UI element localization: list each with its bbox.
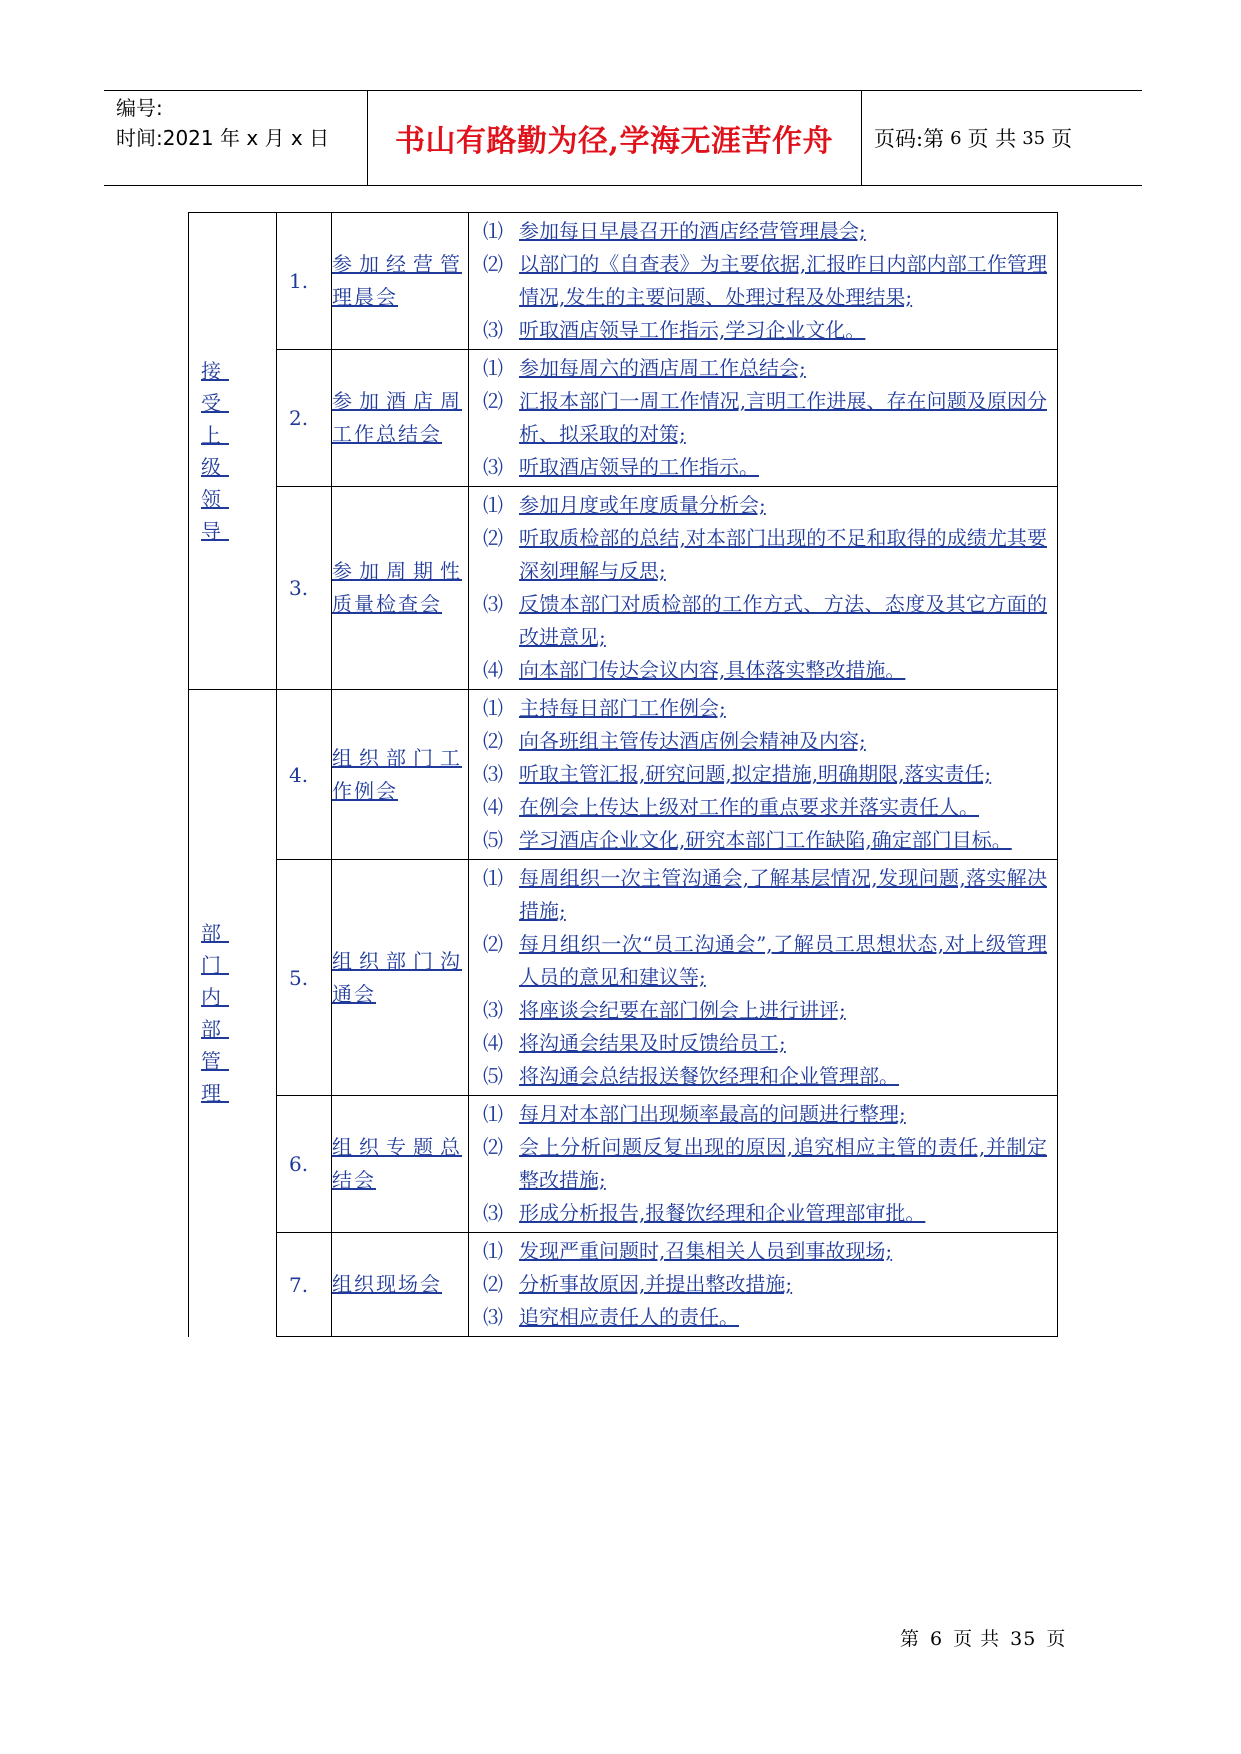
duty-title[interactable]: 组织部门沟通会: [332, 948, 462, 1006]
item-marker: ⑵: [483, 389, 503, 413]
list-item: [483, 994, 1047, 1027]
item-marker: ⑶: [483, 455, 503, 479]
list-item: [483, 1235, 1047, 1268]
item-marker: ⑶: [483, 1201, 503, 1225]
footer-page-total: 35: [1010, 1628, 1037, 1650]
list-item: [483, 451, 1047, 484]
item-marker: ⑷: [483, 658, 503, 682]
duty-title[interactable]: 组织专题总结会: [332, 1135, 462, 1192]
row-number: 1.: [277, 213, 332, 350]
item-marker: ⑴: [483, 696, 503, 720]
duty-title-cell: [332, 1233, 469, 1337]
category-label[interactable]: 部门内部管理: [201, 921, 229, 1106]
table-row: [189, 213, 1058, 350]
duty-title-cell: [332, 487, 469, 690]
footer-page-current: 6: [930, 1628, 944, 1650]
list-item: [483, 588, 1047, 654]
item-text-link[interactable]: 听取酒店领导工作指示,学习企业文化。: [519, 318, 866, 342]
duty-items-cell: [469, 690, 1058, 860]
list-item: [483, 692, 1047, 725]
item-marker: ⑴: [483, 219, 503, 243]
list-item: [483, 654, 1047, 687]
item-text-link[interactable]: 参加每日早晨召开的酒店经营管理晨会;: [519, 219, 866, 243]
item-marker: ⑵: [483, 729, 503, 753]
list-item: [483, 1268, 1047, 1301]
item-text-link[interactable]: 学习酒店企业文化,研究本部门工作缺陷,确定部门目标。: [519, 828, 1012, 852]
table-row: [189, 860, 1058, 1096]
item-marker: ⑶: [483, 318, 503, 342]
item-marker: ⑶: [483, 592, 503, 616]
item-text-link[interactable]: 听取质检部的总结,对本部门出现的不足和取得的成绩尤其要深刻理解与反思;: [519, 526, 1047, 583]
duty-items-cell: [469, 487, 1058, 690]
item-marker: ⑶: [483, 1305, 503, 1329]
duty-items-cell: [469, 1233, 1058, 1337]
page-header: [104, 90, 1142, 186]
item-text-link[interactable]: 将座谈会纪要在部门例会上进行讲评;: [519, 998, 846, 1022]
item-text-link[interactable]: 反馈本部门对质检部的工作方式、方法、态度及其它方面的改进意见;: [519, 592, 1047, 649]
row-number: 2.: [277, 350, 332, 487]
row-number: 3.: [277, 487, 332, 690]
item-marker: ⑴: [483, 1239, 503, 1263]
page-footer: 第 6 页 共 35 页: [900, 1628, 1067, 1650]
category-cell: [189, 213, 277, 690]
list-item: [483, 1131, 1047, 1197]
duty-title[interactable]: 参加经营管理晨会: [332, 252, 462, 309]
duty-title-cell: [332, 860, 469, 1096]
item-text-link[interactable]: 参加每周六的酒店周工作总结会;: [519, 356, 806, 380]
duty-title[interactable]: 参加酒店周工作总结会: [332, 389, 462, 446]
item-marker: ⑵: [483, 1272, 503, 1296]
row-number: 7.: [277, 1233, 332, 1337]
item-text-link[interactable]: 会上分析问题反复出现的原因,追究相应主管的责任,并制定整改措施;: [519, 1135, 1047, 1192]
list-item: [483, 862, 1047, 928]
list-item: [483, 314, 1047, 347]
duty-title[interactable]: 参加周期性质量检查会: [332, 559, 462, 616]
item-text-link[interactable]: 主持每日部门工作例会;: [519, 696, 726, 720]
item-text-link[interactable]: 以部门的《自查表》为主要依据,汇报昨日内部内部工作管理情况,发生的主要问题、处理过程及处理结果;: [519, 252, 1047, 309]
duty-title[interactable]: 组织部门工作例会: [332, 745, 462, 803]
item-marker: ⑸: [483, 828, 503, 852]
list-item: [483, 248, 1047, 314]
duty-items-cell: [469, 1096, 1058, 1233]
list-item: [483, 215, 1047, 248]
table-row: [189, 1233, 1058, 1337]
item-text-link[interactable]: 向本部门传达会议内容,具体落实整改措施。: [519, 658, 906, 682]
item-marker: ⑵: [483, 252, 503, 276]
list-item: [483, 928, 1047, 994]
list-item: [483, 489, 1047, 522]
item-marker: ⑴: [483, 493, 503, 517]
list-item: [483, 1098, 1047, 1131]
row-number: 4.: [277, 690, 332, 860]
item-marker: ⑸: [483, 1064, 503, 1088]
list-item: [483, 1060, 1047, 1093]
duties-table: [188, 212, 1058, 1337]
table-row: [189, 690, 1058, 860]
item-text-link[interactable]: 在例会上传达上级对工作的重点要求并落实责任人。: [519, 795, 979, 819]
duty-title[interactable]: 组织现场会: [332, 1272, 442, 1296]
row-number: 5.: [277, 860, 332, 1096]
table-row: [189, 350, 1058, 487]
table-row: [189, 487, 1058, 690]
list-item: [483, 385, 1047, 451]
item-text-link[interactable]: 听取主管汇报,研究问题,拟定措施,明确期限,落实责任;: [519, 762, 992, 786]
duty-items-cell: [469, 860, 1058, 1096]
category-cell: [189, 690, 277, 1337]
item-text-link[interactable]: 形成分析报告,报餐饮经理和企业管理部审批。: [519, 1201, 926, 1225]
list-item: [483, 522, 1047, 588]
item-text-link[interactable]: 将沟通会结果及时反馈给员工;: [519, 1031, 786, 1055]
list-item: [483, 1027, 1047, 1060]
item-text-link[interactable]: 向各班组主管传达酒店例会精神及内容;: [519, 729, 866, 753]
item-text-link[interactable]: 每月对本部门出现频率最高的问题进行整理;: [519, 1102, 906, 1126]
item-text-link[interactable]: 将沟通会总结报送餐饮经理和企业管理部。: [519, 1064, 899, 1088]
item-marker: ⑵: [483, 526, 503, 550]
duty-title-cell: [332, 213, 469, 350]
header-slogan: 书山有路勤为径,学海无涯苦作舟: [395, 124, 833, 159]
list-item: [483, 791, 1047, 824]
header-meta: [116, 93, 329, 153]
item-text-link[interactable]: 追究相应责任人的责任。: [519, 1305, 739, 1329]
item-marker: ⑶: [483, 762, 503, 786]
item-marker: ⑴: [483, 866, 503, 890]
header-divider: [367, 91, 368, 185]
item-text-link[interactable]: 听取酒店领导的工作指示。: [519, 455, 759, 479]
header-page-indicator: 页码:第 6 页 共 35 页: [874, 127, 1073, 151]
duty-title-cell: [332, 1096, 469, 1233]
duty-title-cell: [332, 350, 469, 487]
item-marker: ⑴: [483, 1102, 503, 1126]
list-item: [483, 758, 1047, 791]
list-item: [483, 352, 1047, 385]
header-page-total: 35: [1022, 127, 1046, 149]
row-number: 6.: [277, 1096, 332, 1233]
item-marker: ⑶: [483, 998, 503, 1022]
item-text-link[interactable]: 参加月度或年度质量分析会;: [519, 493, 766, 517]
item-marker: ⑷: [483, 795, 503, 819]
list-item: [483, 824, 1047, 857]
list-item: [483, 1301, 1047, 1334]
list-item: [483, 725, 1047, 758]
item-text-link[interactable]: 分析事故原因,并提出整改措施;: [519, 1272, 793, 1296]
item-text-link[interactable]: 发现严重问题时,召集相关人员到事故现场;: [519, 1239, 893, 1263]
duty-items-cell: [469, 350, 1058, 487]
item-marker: ⑵: [483, 1135, 503, 1159]
item-marker: ⑵: [483, 932, 503, 956]
item-text-link[interactable]: 每月组织一次“员工沟通会”,了解员工思想状态,对上级管理人员的意见和建议等;: [519, 932, 1047, 989]
document-number-label: 编号:: [116, 96, 163, 120]
duty-items-cell: [469, 213, 1058, 350]
item-marker: ⑴: [483, 356, 503, 380]
list-item: [483, 1197, 1047, 1230]
header-divider: [861, 91, 862, 185]
item-text-link[interactable]: 汇报本部门一周工作情况,言明工作进展、存在问题及原因分析、拟采取的对策;: [519, 389, 1047, 446]
duty-title-cell: [332, 690, 469, 860]
document-time-label: 时间:2021 年 x 月 x 日: [116, 126, 330, 150]
item-text-link[interactable]: 每周组织一次主管沟通会,了解基层情况,发现问题,落实解决措施;: [519, 866, 1047, 923]
table-row: [189, 1096, 1058, 1233]
header-page-current: 6: [950, 127, 962, 149]
item-marker: ⑷: [483, 1031, 503, 1055]
category-label[interactable]: 接受上级领导: [201, 359, 229, 543]
